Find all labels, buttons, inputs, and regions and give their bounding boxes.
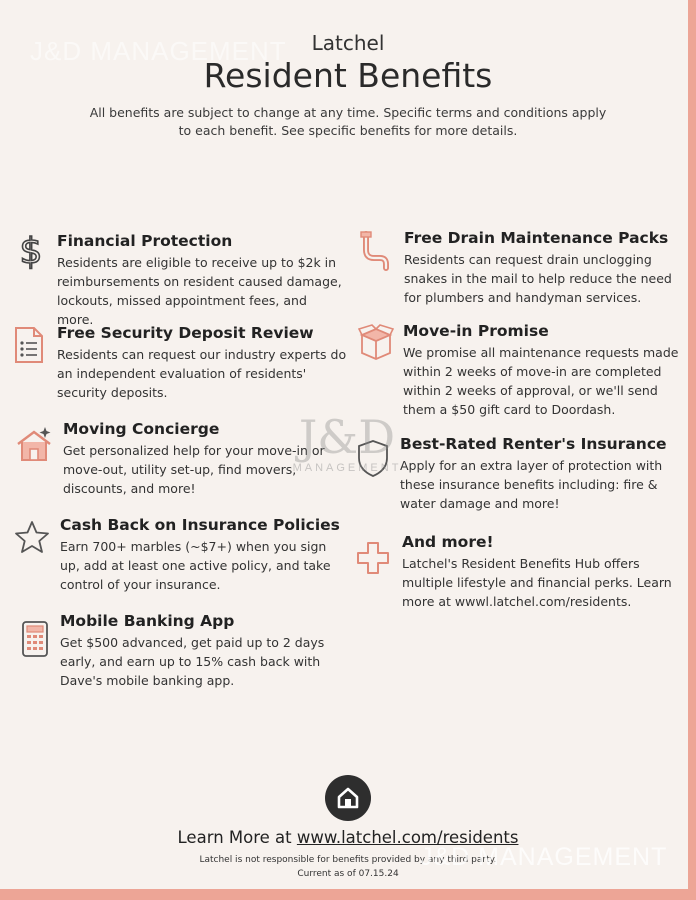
page-title: Resident Benefits xyxy=(203,56,493,95)
benefit-text: Get personalized help for your move-in or move-out, utility set-up, find movers, discounts, and more! xyxy=(63,443,325,496)
home-logo xyxy=(325,775,371,821)
benefit-title: Financial Protection xyxy=(57,232,233,250)
watermark-top: J&D MANAGEMENT xyxy=(30,36,287,66)
benefit-text: Apply for an extra layer of protection with these insurance benefits including: fire & water damage and more! xyxy=(400,458,663,511)
watermark-bottom: J&D MANAGEMENT xyxy=(420,843,668,871)
page-subtitle: All benefits are subject to change at any time. Specific terms and conditions apply to each benefit. See specific benefits for more details. xyxy=(89,105,607,138)
benefit-title: Free Drain Maintenance Packs xyxy=(404,229,669,247)
bottom-edge-border xyxy=(0,889,696,900)
benefit-title: Mobile Banking App xyxy=(60,612,235,630)
benefit-text: Residents can request drain unclogging snakes in the mail to help reduce the need for plumbers and handyman services. xyxy=(404,252,672,305)
document-icon xyxy=(13,326,45,364)
benefit-renters-insurance xyxy=(400,434,685,513)
watermark-logo: J&D xyxy=(298,410,396,464)
svg-text:$: $ xyxy=(19,231,43,270)
benefit-text: Get $500 advanced, get paid up to 2 days early, and earn up to 15% cash back with Dave's mobile banking app. xyxy=(60,635,325,688)
benefit-title: Best-Rated Renter's Insurance xyxy=(400,435,667,453)
box-icon xyxy=(358,323,394,361)
star-icon xyxy=(14,520,50,554)
benefit-text: Latchel's Resident Benefits Hub offers multiple lifestyle and financial perks. Learn more at wwwl.latchel.com/residents. xyxy=(402,556,672,609)
benefit-cash-back xyxy=(60,515,350,594)
benefit-text: Residents are eligible to receive up to $2k in reimbursements on resident caused damage, lockouts, missed appointment fees, and more. xyxy=(57,255,342,327)
benefit-title: Moving Concierge xyxy=(63,420,220,438)
benefit-security-deposit xyxy=(57,323,347,402)
benefit-mobile-banking xyxy=(60,611,350,690)
watermark-sub: MANAGEMENT xyxy=(292,462,402,474)
house-sparkle-icon xyxy=(15,424,55,464)
benefit-title: And more! xyxy=(402,533,494,551)
benefit-text: We promise all maintenance requests made within 2 weeks of move-in are completed within 2 weeks of approval, or we'll send them a $50 gift card to Doordash. xyxy=(403,345,679,417)
home-icon xyxy=(325,775,371,821)
watermark-center xyxy=(292,412,402,474)
benefit-and-more xyxy=(402,532,687,611)
benefit-title: Cash Back on Insurance Policies xyxy=(60,516,340,534)
benefit-drain-maintenance xyxy=(404,228,689,307)
benefit-move-in-promise xyxy=(403,321,688,419)
benefit-text: Residents can request our industry experts do an independent evaluation of residents' security deposits. xyxy=(57,347,347,400)
benefit-financial-protection xyxy=(57,231,347,329)
plus-icon xyxy=(356,541,390,575)
right-edge-border xyxy=(688,0,696,900)
benefit-text: Earn 700+ marbles (~$7+) when you sign up, add at least one active policy, and take control of your insurance. xyxy=(60,539,331,592)
pipe-icon xyxy=(358,230,394,272)
benefit-title: Free Security Deposit Review xyxy=(57,324,314,342)
calculator-icon xyxy=(21,620,49,658)
disclaimer-text: Latchel is not responsible for benefits provided by any third party. xyxy=(199,855,497,865)
benefit-title: Move-in Promise xyxy=(403,322,549,340)
brand-name: Latchel xyxy=(311,31,385,55)
learn-more-link[interactable]: www.latchel.com/residents xyxy=(296,828,519,847)
dollar-icon xyxy=(16,230,46,270)
learn-more-prefix: Learn More at xyxy=(177,828,297,847)
current-date: Current as of 07.15.24 xyxy=(297,869,399,879)
